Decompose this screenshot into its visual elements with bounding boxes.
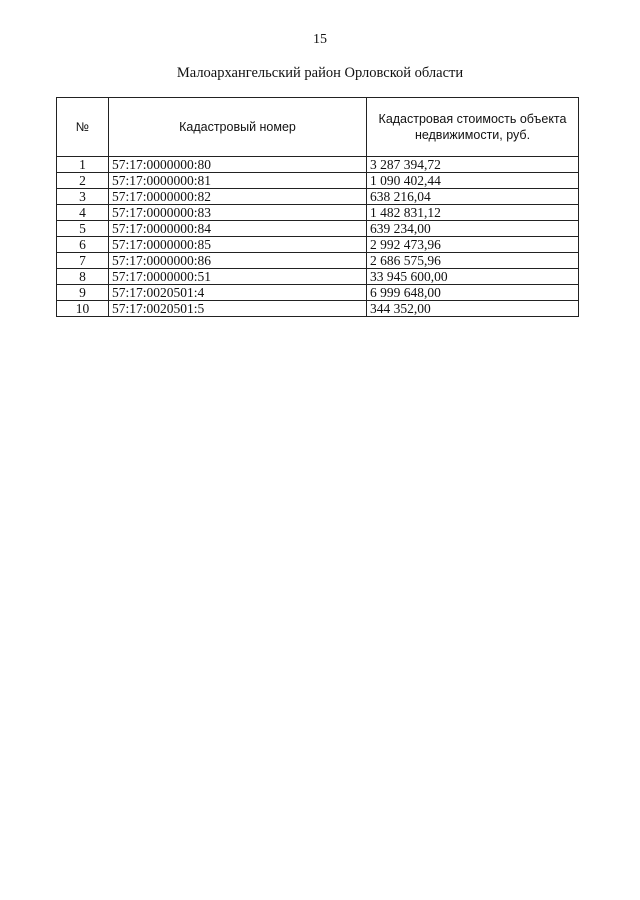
row-number: 1 <box>57 157 109 173</box>
row-cadastral-value: 6 999 648,00 <box>367 285 579 301</box>
row-cadastral-number: 57:17:0000000:82 <box>109 189 367 205</box>
row-number: 10 <box>57 301 109 317</box>
row-cadastral-value: 33 945 600,00 <box>367 269 579 285</box>
cadastral-value-table <box>56 97 579 317</box>
table-row <box>57 205 579 221</box>
row-cadastral-number: 57:17:0000000:81 <box>109 173 367 189</box>
table-row <box>57 237 579 253</box>
page-number: 15 <box>313 32 327 47</box>
row-cadastral-number: 57:17:0000000:83 <box>109 205 367 221</box>
row-cadastral-number: 57:17:0020501:5 <box>109 301 367 317</box>
row-cadastral-value: 1 090 402,44 <box>367 173 579 189</box>
row-cadastral-number: 57:17:0020501:4 <box>109 285 367 301</box>
row-cadastral-number: 57:17:0000000:80 <box>109 157 367 173</box>
row-cadastral-value: 344 352,00 <box>367 301 579 317</box>
row-cadastral-value: 2 992 473,96 <box>367 237 579 253</box>
row-number: 6 <box>57 237 109 253</box>
row-number: 9 <box>57 285 109 301</box>
column-header-cadastral-number: Кадастровый номер <box>109 98 367 157</box>
table-row <box>57 173 579 189</box>
row-cadastral-value: 3 287 394,72 <box>367 157 579 173</box>
row-cadastral-number: 57:17:0000000:84 <box>109 221 367 237</box>
row-cadastral-value: 638 216,04 <box>367 189 579 205</box>
table-row <box>57 269 579 285</box>
column-header-number: № <box>57 98 109 157</box>
row-number: 4 <box>57 205 109 221</box>
row-number: 2 <box>57 173 109 189</box>
table-header-row <box>57 98 579 157</box>
table-row <box>57 285 579 301</box>
row-cadastral-number: 57:17:0000000:85 <box>109 237 367 253</box>
row-number: 8 <box>57 269 109 285</box>
table-row <box>57 189 579 205</box>
document-title: Малоархангельский район Орловской области <box>176 65 464 81</box>
row-cadastral-value: 1 482 831,12 <box>367 205 579 221</box>
row-cadastral-value: 639 234,00 <box>367 221 579 237</box>
table-row <box>57 157 579 173</box>
row-cadastral-value: 2 686 575,96 <box>367 253 579 269</box>
row-number: 3 <box>57 189 109 205</box>
row-cadastral-number: 57:17:0000000:51 <box>109 269 367 285</box>
row-number: 7 <box>57 253 109 269</box>
column-header-cadastral-value: Кадастровая стоимость объекта недвижимости, руб. <box>367 98 579 157</box>
row-number: 5 <box>57 221 109 237</box>
row-cadastral-number: 57:17:0000000:86 <box>109 253 367 269</box>
table-row <box>57 253 579 269</box>
table-row <box>57 301 579 317</box>
table-row <box>57 221 579 237</box>
